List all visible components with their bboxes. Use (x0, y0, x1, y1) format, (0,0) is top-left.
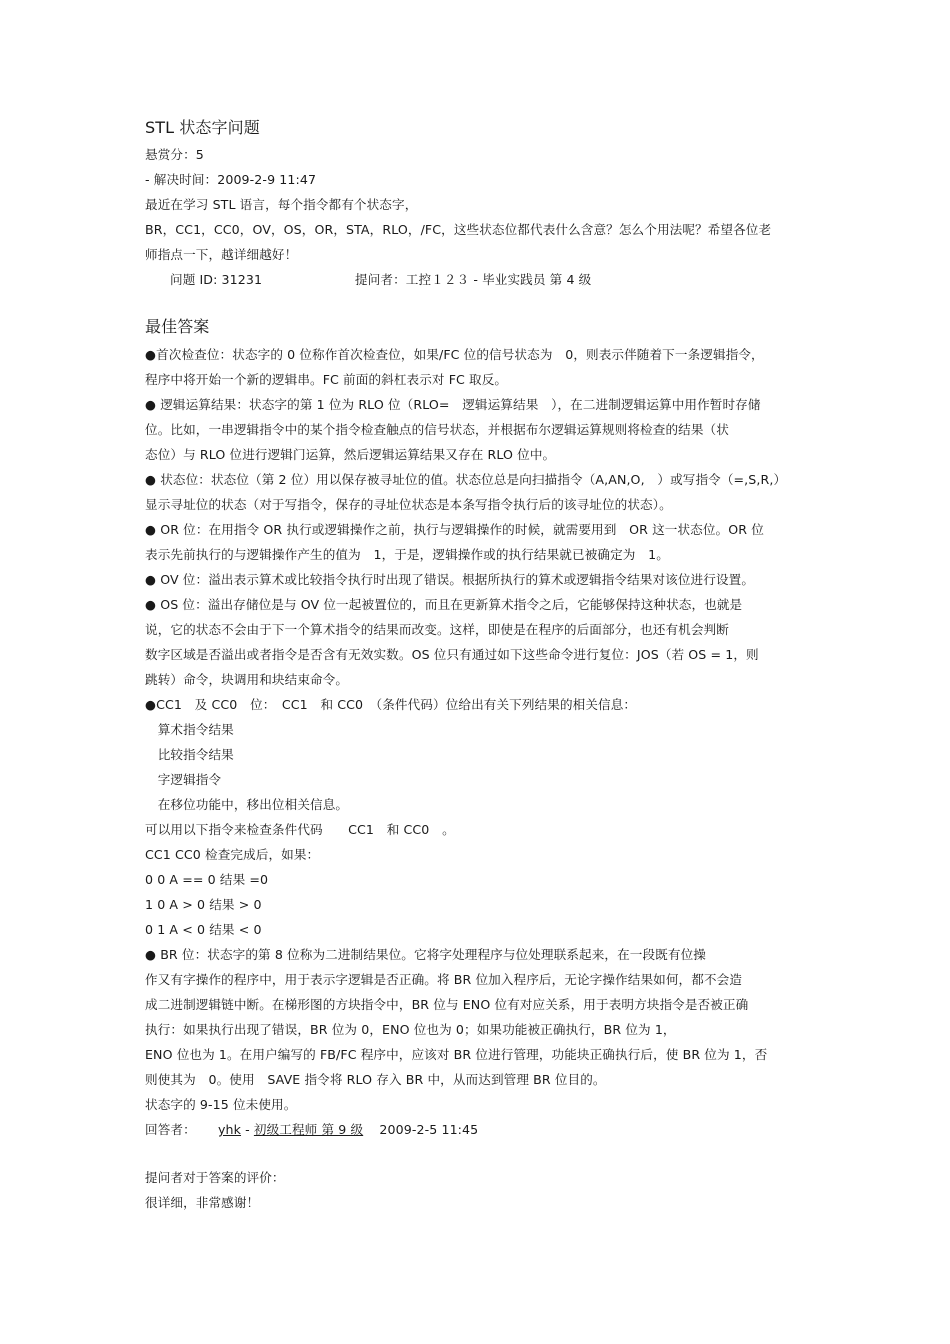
answer-line: 数字区域是否溢出或者指令是否含有无效实数。OS 位只有通过如下这些命令进行复位：JOS（若 OS = 1，则 (145, 647, 759, 662)
answer-line: 作又有字操作的程序中，用于表示字逻辑是否正确。将 BR 位加入程序后，无论字操作结果如何，都不会造 (145, 972, 743, 987)
answer-line: 在移位功能中，移出位相关信息。 (145, 797, 349, 812)
answer-line: ● OR 位：在用指令 OR 执行或逻辑操作之前，执行与逻辑操作的时候，就需要用到 OR 这一状态位。OR 位 (145, 522, 764, 537)
answer-time: 2009-2-5 11:45 (379, 1122, 479, 1137)
answer-line: ● OS 位：溢出存储位是与 OV 位一起被置位的，而且在更新算术指令之后，它能够保持这种状态，也就是 (145, 597, 743, 612)
answerer-name-link[interactable]: yhk (218, 1122, 242, 1137)
question-body-line: 师指点一下，越详细越好！ (145, 247, 298, 262)
answerer-separator: - (241, 1122, 254, 1137)
answer-line: 0 1 A < 0 结果 < 0 (145, 922, 262, 937)
answerer-label: 回答者： (145, 1122, 196, 1137)
answer-line: 成二进制逻辑链中断。在梯形图的方块指令中，BR 位与 ENO 位有对应关系，用于表明方块指令是否被正确 (145, 997, 749, 1012)
answer-line: 状态字的 9-15 位未使用。 (145, 1097, 297, 1112)
answer-line: 显示寻址位的状态（对于写指令，保存的寻址位状态是本条写指令执行后的该寻址位的状态）。 (145, 497, 672, 512)
asker-info: 提问者：工控１２３ - 毕业实践员 第 4 级 (355, 272, 592, 287)
answer-line: 位。比如，一串逻辑指令中的某个指令检查触点的信号状态，并根据布尔逻辑运算规则将检查的结果（状 (145, 422, 729, 437)
answer-line: CC1 CC0 检查完成后，如果： (145, 847, 320, 862)
answer-line: 跳转）命令，块调用和块结束命令。 (145, 672, 349, 687)
answer-line: ENO 位也为 1。在用户编写的 FB/FC 程序中，应该对 BR 位进行管理，功能块正确执行后，使 BR 位为 1，否 (145, 1047, 768, 1062)
answer-line: 说，它的状态不会由于下一个算术指令的结果而改变。这样，即使是在程序的后面部分，也还有机会判断 (145, 622, 729, 637)
question-body-line: BR，CC1，CC0，OV，OS，OR，STA，RLO，/FC，这些状态位都代表什么含意？怎么个用法呢？希望各位老 (145, 222, 772, 237)
answerer-rank-link[interactable]: 初级工程师 第 9 级 (253, 1122, 364, 1137)
answer-line: ● BR 位：状态字的第 8 位称为二进制结果位。它将字处理程序与位处理联系起来，在一段既有位操 (145, 947, 706, 962)
answer-line: 则使其为 0。使用 SAVE 指令将 RLO 存入 BR 中，从而达到管理 BR 位目的。 (145, 1072, 606, 1087)
question-id: 问题 ID: 31231 (170, 272, 263, 287)
answer-line: 字逻辑指令 (145, 772, 222, 787)
answer-line: 表示先前执行的与逻辑操作产生的值为 1，于是，逻辑操作或的执行结果就已被确定为 1。 (145, 547, 669, 562)
answer-line: 0 0 A == 0 结果 =0 (145, 872, 269, 887)
best-answer-heading: 最佳答案 (145, 317, 210, 336)
answer-line: 1 0 A > 0 结果 > 0 (145, 897, 262, 912)
question-body-line: 最近在学习 STL 语言，每个指令都有个状态字， (145, 197, 418, 212)
question-title: STL 状态字问题 (145, 118, 260, 137)
answer-line: ● 状态位：状态位（第 2 位）用以保存被寻址位的值。状态位总是向扫描指令（A,AN,O, ）或写指令（=,S,R,） (145, 472, 787, 487)
answerer-info (145, 1121, 478, 1138)
reward-text: 悬赏分：5 (145, 147, 204, 162)
solved-time: - 解决时间：2009-2-9 11:47 (145, 172, 317, 187)
answer-line: ● OV 位：溢出表示算术或比较指令执行时出现了错误。根据所执行的算术或逻辑指令结果对该位进行设置。 (145, 572, 755, 587)
question-meta (170, 271, 770, 288)
answer-line: 程序中将开始一个新的逻辑串。FC 前面的斜杠表示对 FC 取反。 (145, 372, 508, 387)
answer-line: ● 逻辑运算结果：状态字的第 1 位为 RLO 位（RLO= 逻辑运算结果 ），在二进制逻辑运算中用作暂时存储 (145, 397, 761, 412)
answer-line: 比较指令结果 (145, 747, 234, 762)
answer-line: ●CC1 及 CC0 位： CC1 和 CC0 （条件代码）位给出有关下列结果的相关信息： (145, 697, 637, 712)
answer-line: 执行：如果执行出现了错误，BR 位为 0，ENO 位也为 0；如果功能被正确执行，BR 位为 1， (145, 1022, 676, 1037)
answer-line: 可以用以下指令来检查条件代码 CC1 和 CC0 。 (145, 822, 455, 837)
evaluation-text: 很详细，非常感谢！ (145, 1195, 260, 1210)
evaluation-label: 提问者对于答案的评价： (145, 1170, 285, 1185)
answer-line: ●首次检查位：状态字的 0 位称作首次检查位，如果/FC 位的信号状态为 0，则表示伴随着下一条逻辑指令， (145, 347, 764, 362)
answer-line: 态位）与 RLO 位进行逻辑门运算，然后逻辑运算结果又存在 RLO 位中。 (145, 447, 556, 462)
answer-line: 算术指令结果 (145, 722, 234, 737)
